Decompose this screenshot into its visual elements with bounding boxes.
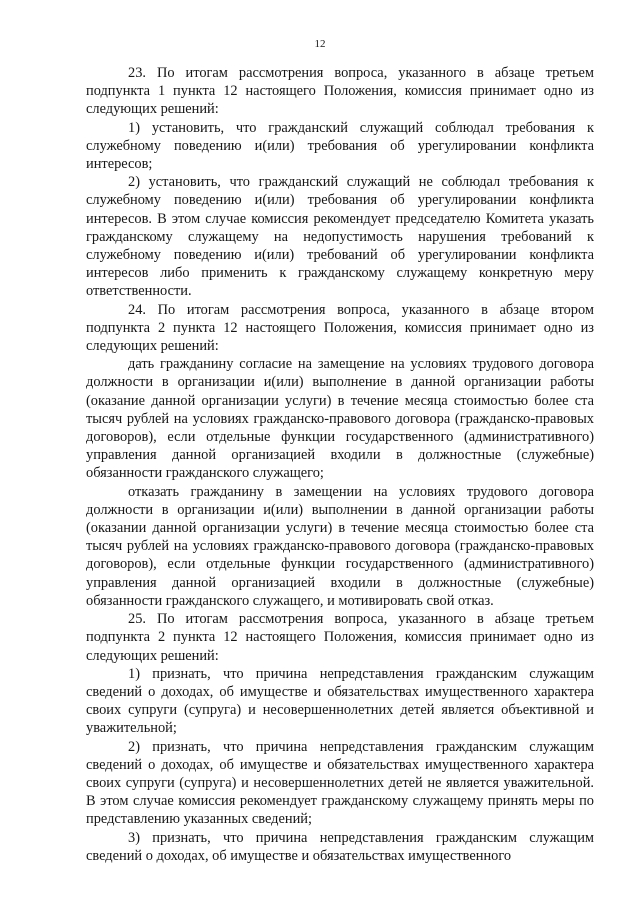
paragraph-25: 25. По итогам рассмотрения вопроса, указанного в абзаце третьем подпункта 2 пункта 12 настоящего Положения, комиссия принимает одно из следующих решений:	[86, 611, 594, 664]
paragraph-25-item-2: 2) признать, что причина непредставления гражданским служащим сведений о доходах, об имуществе и обязательствах имущественного характера своих супруги (супруга) и несовершеннолетних детей не является уважительной. В этом случае комиссия рекомендует гражданскому служащему принять меры по представлению указанных сведений;	[86, 738, 594, 828]
paragraph-25-item-1: 1) признать, что причина непредставления гражданским служащим сведений о доходах, об имуществе и обязательствах имущественного характера своих супруги (супруга) и несовершеннолетних детей является объективной и уважительной;	[86, 665, 594, 737]
paragraph-23-item-1: 1) установить, что гражданский служащий соблюдал требования к служебному поведению и(или) требования об урегулировании конфликта интересов;	[86, 119, 594, 173]
paragraph-25-item-3: 3) признать, что причина непредставления гражданским служащим сведений о доходах, об имуществе и обязательствах имущественного	[86, 829, 594, 864]
paragraph-24-consent: дать гражданину согласие на замещение на условиях трудового договора должности в организации и(или) выполнение в данной организации работы (оказание данной организации услуги) в течение месяца стоимостью более ста тысяч рублей на условиях гражданско-правового договора (гражданско-правовых договоров), если отдельные функции государственного (административного) управления данной организацией входили в должностные (служебные) обязанности гражданского служащего;	[86, 356, 594, 482]
page-number: 12	[314, 38, 326, 50]
paragraph-24: 24. По итогам рассмотрения вопроса, указанного в абзаце втором подпункта 2 пункта 12 настоящего Положения, комиссия принимает одно из следующих решений:	[86, 301, 594, 355]
paragraph-23: 23. По итогам рассмотрения вопроса, указанного в абзаце третьем подпункта 1 пункта 12 настоящего Положения, комиссия принимает одно из следующих решений:	[86, 65, 594, 118]
paragraph-23-item-2: 2) установить, что гражданский служащий не соблюдал требования к служебному поведению и(или) требования об урегулировании конфликта интересов. В этом случае комиссия рекомендует председателю Комитета указать гражданскому служащему на недопустимость нарушения требований к служебному поведению и(или) требований об урегулировании конфликта интересов либо применить к гражданскому служащему конкретную меру ответственности.	[86, 174, 594, 300]
document-body	[86, 64, 594, 865]
paragraph-24-refusal: отказать гражданину в замещении на условиях трудового договора должности в организации и(или) выполнении в данной организации работы (оказании данной организации услуги) в течение месяца стоимостью более ста тысяч рублей на условиях гражданско-правового договора (гражданско-правовых договоров), если отдельные функции государственного (административного) управления данной организацией входили в должностные (служебные) обязанности гражданского служащего, и мотивировать свой отказ.	[86, 483, 594, 609]
